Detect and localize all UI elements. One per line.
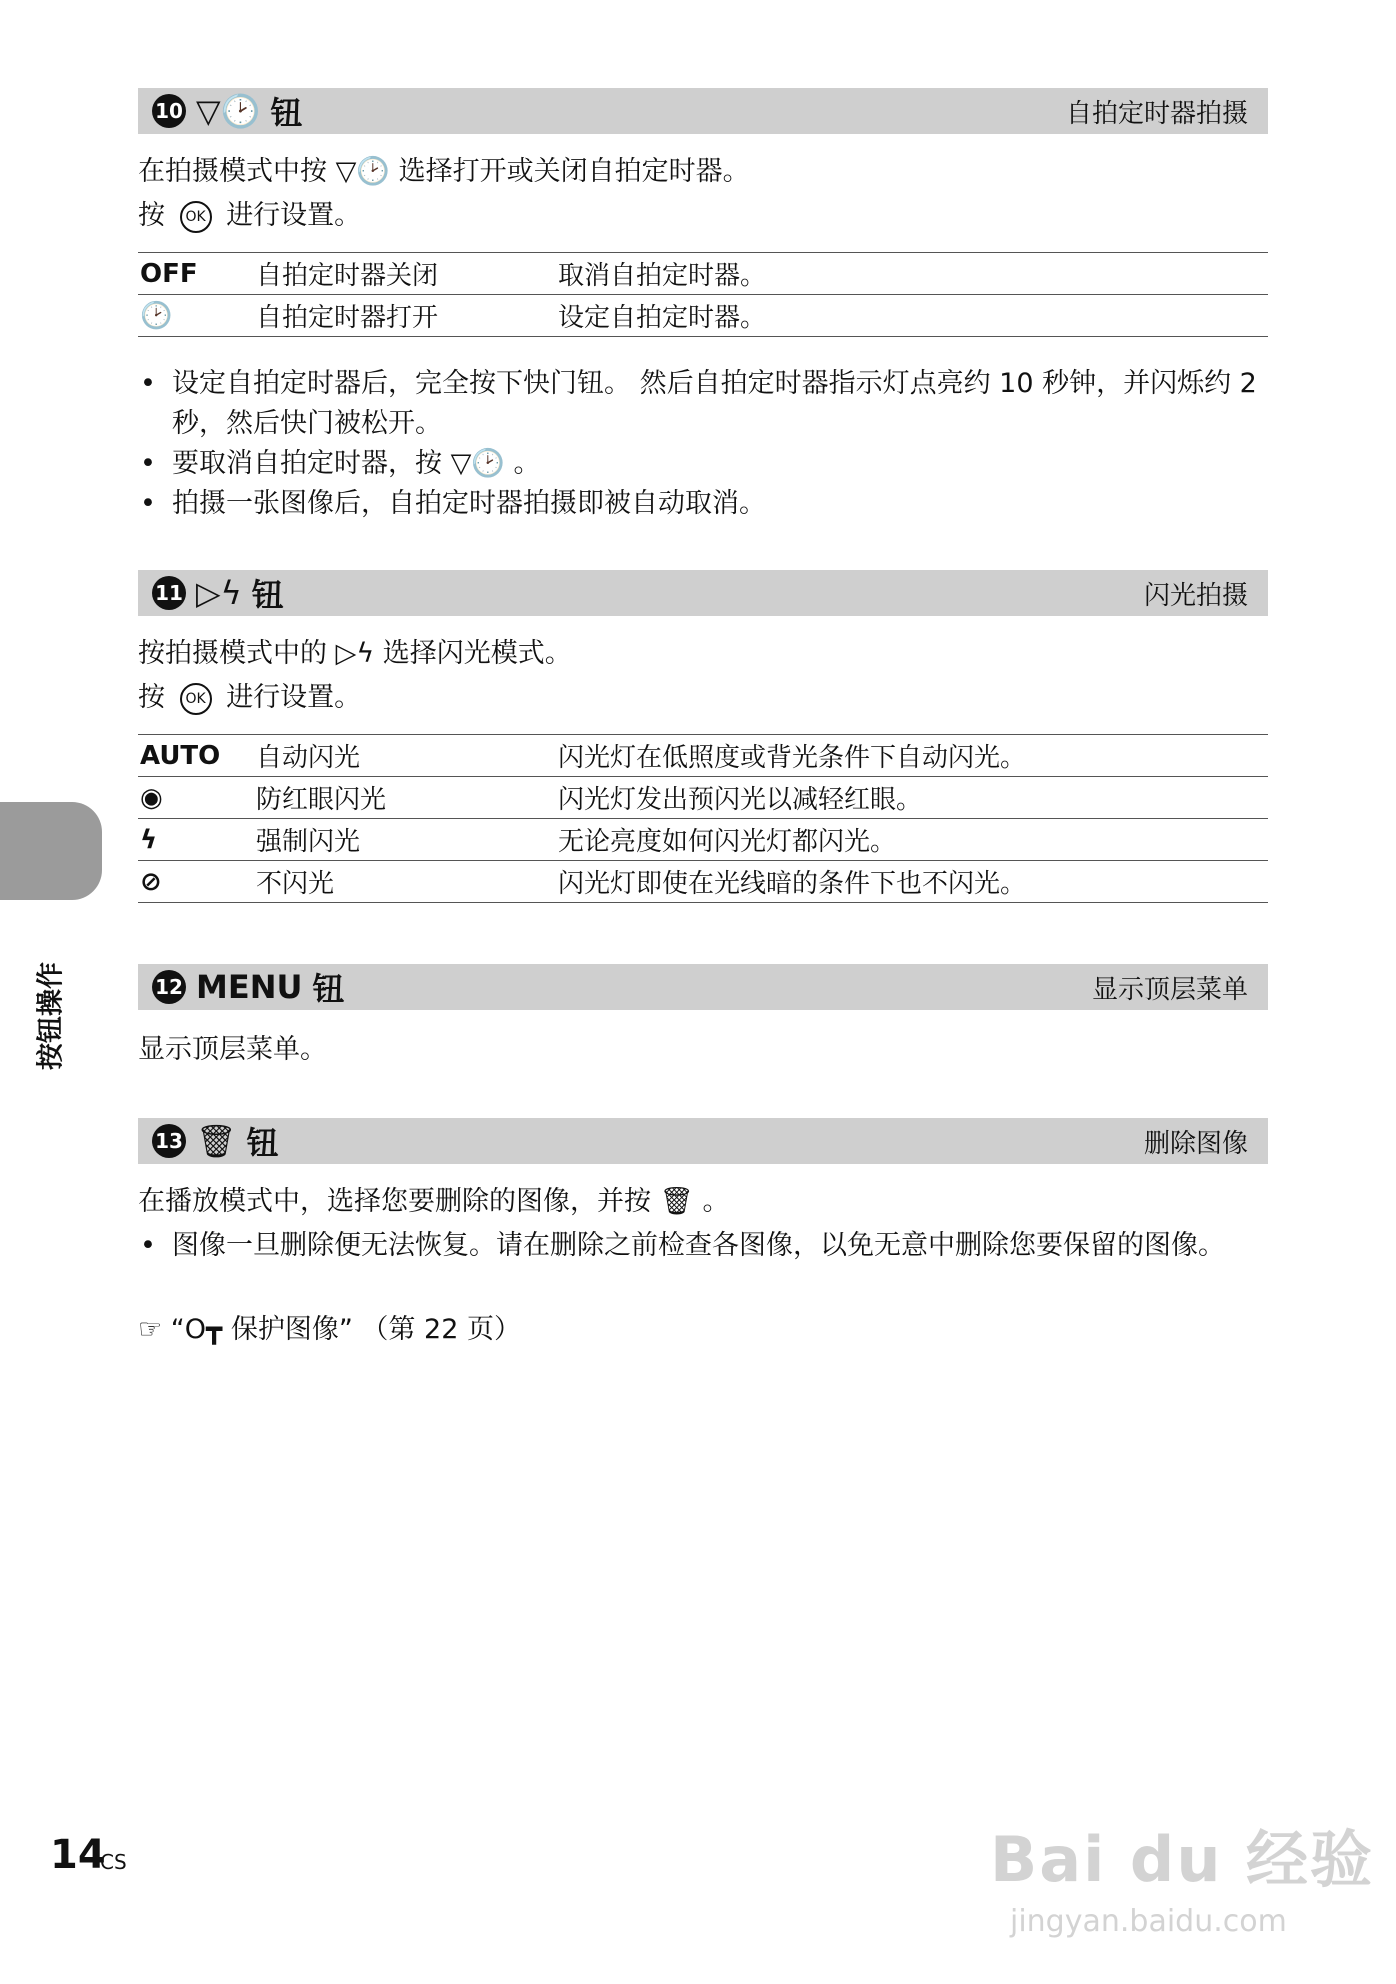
chapter-tab bbox=[0, 802, 102, 900]
list-item: • 要取消自拍定时器，按 ▽🕑 。 bbox=[138, 444, 1268, 484]
section-13-intro: 在播放模式中，选择您要删除的图像，并按 🗑 。 bbox=[138, 1186, 730, 1217]
table-row bbox=[138, 777, 1268, 819]
button-suffix: 钮 bbox=[312, 970, 345, 1008]
flash-icon: ▷ϟ bbox=[335, 638, 375, 669]
table-row bbox=[138, 295, 1268, 337]
section-12-header bbox=[138, 964, 1268, 1010]
chapter-tab-label: 按钮操作 bbox=[35, 962, 67, 1070]
section-10-right-title: 自拍定时器拍摄 bbox=[1065, 98, 1248, 129]
self-timer-icon: 🕑 bbox=[138, 295, 254, 337]
table-row bbox=[138, 735, 1268, 777]
option-code: OFF bbox=[138, 253, 254, 295]
ok-button-icon: OK bbox=[180, 683, 212, 715]
option-name: 自拍定时器关闭 bbox=[254, 253, 556, 295]
option-description: 闪光灯即使在光线暗的条件下也不闪光。 bbox=[556, 861, 1268, 903]
option-description: 设定自拍定时器。 bbox=[556, 295, 1268, 337]
trash-icon: 🗑 bbox=[196, 1122, 237, 1160]
table-row bbox=[138, 861, 1268, 903]
section-12-right-title: 显示顶层菜单 bbox=[1091, 974, 1248, 1005]
section-10-notes bbox=[138, 364, 1268, 524]
self-timer-button-icon: ▽🕑 bbox=[196, 92, 261, 130]
option-name: 强制闪光 bbox=[254, 819, 556, 861]
section-12-title bbox=[152, 964, 344, 1010]
section-10-header bbox=[138, 88, 1268, 134]
menu-button-label: MENU bbox=[196, 968, 303, 1006]
option-name: 自动闪光 bbox=[254, 735, 556, 777]
list-item: • 图像一旦删除便无法恢复。请在删除之前检查各图像，以免无意中删除您要保留的图像。 bbox=[138, 1226, 1268, 1266]
self-timer-icon: ▽🕑 bbox=[335, 156, 390, 187]
option-name: 不闪光 bbox=[254, 861, 556, 903]
page-language-code: CS bbox=[100, 1850, 127, 1874]
section-number-badge: 11 bbox=[152, 576, 186, 610]
ok-button-icon: OK bbox=[180, 201, 212, 233]
flash-off-icon: ⊘ bbox=[138, 861, 254, 903]
flash-button-icon: ▷ϟ bbox=[196, 574, 242, 612]
option-description: 取消自拍定时器。 bbox=[556, 253, 1268, 295]
option-description: 无论亮度如何闪光灯都闪光。 bbox=[556, 819, 1268, 861]
page-number: 14 bbox=[50, 1832, 106, 1878]
section-11-title bbox=[152, 570, 284, 616]
option-name: 自拍定时器打开 bbox=[254, 295, 556, 337]
section-11-header bbox=[138, 570, 1268, 616]
section-13-right-title: 删除图像 bbox=[1143, 1128, 1248, 1159]
button-suffix: 钮 bbox=[270, 94, 303, 132]
button-suffix: 钮 bbox=[246, 1124, 279, 1162]
section-11-intro: 按拍摄模式中的 ▷ϟ 选择闪光模式。 bbox=[138, 638, 572, 669]
baidu-watermark-url: jingyan.baidu.com bbox=[1010, 1904, 1287, 1939]
section-number-badge: 12 bbox=[152, 970, 186, 1004]
flash-options-table bbox=[138, 734, 1268, 903]
list-item: • 设定自拍定时器后，完全按下快门钮。 然后自拍定时器指示灯点亮约 10 秒钟，并闪烁约 2 秒，然后快门被松开。 bbox=[138, 364, 1268, 444]
section-number-badge: 10 bbox=[152, 94, 186, 128]
option-name: 防红眼闪光 bbox=[254, 777, 556, 819]
button-suffix: 钮 bbox=[251, 576, 284, 614]
section-13-notes bbox=[138, 1226, 1268, 1266]
table-row bbox=[138, 253, 1268, 295]
page-reference-link: ☞ “О┳ 保护图像” （第 22 页） bbox=[138, 1314, 521, 1345]
table-row bbox=[138, 819, 1268, 861]
section-13-header bbox=[138, 1118, 1268, 1164]
section-13-title bbox=[152, 1118, 279, 1164]
option-code: AUTO bbox=[138, 735, 254, 777]
section-11-right-title: 闪光拍摄 bbox=[1143, 580, 1248, 611]
section-number-badge: 13 bbox=[152, 1124, 186, 1158]
flash-icon: ϟ bbox=[138, 819, 254, 861]
section-10-title bbox=[152, 88, 302, 134]
section-11-ok-instruction: 按 OK 进行设置。 bbox=[138, 682, 362, 713]
red-eye-icon: ◉ bbox=[138, 777, 254, 819]
section-12-description: 显示顶层菜单。 bbox=[138, 1034, 327, 1065]
self-timer-options-table bbox=[138, 252, 1268, 337]
section-10-intro: 在拍摄模式中按 ▽🕑 选择打开或关闭自拍定时器。 bbox=[138, 156, 750, 187]
option-description: 闪光灯发出预闪光以减轻红眼。 bbox=[556, 777, 1268, 819]
list-item: • 拍摄一张图像后，自拍定时器拍摄即被自动取消。 bbox=[138, 484, 1268, 524]
section-10-ok-instruction: 按 OK 进行设置。 bbox=[138, 200, 362, 231]
option-description: 闪光灯在低照度或背光条件下自动闪光。 bbox=[556, 735, 1268, 777]
baidu-watermark: Bai du 经验 bbox=[990, 1823, 1375, 1896]
